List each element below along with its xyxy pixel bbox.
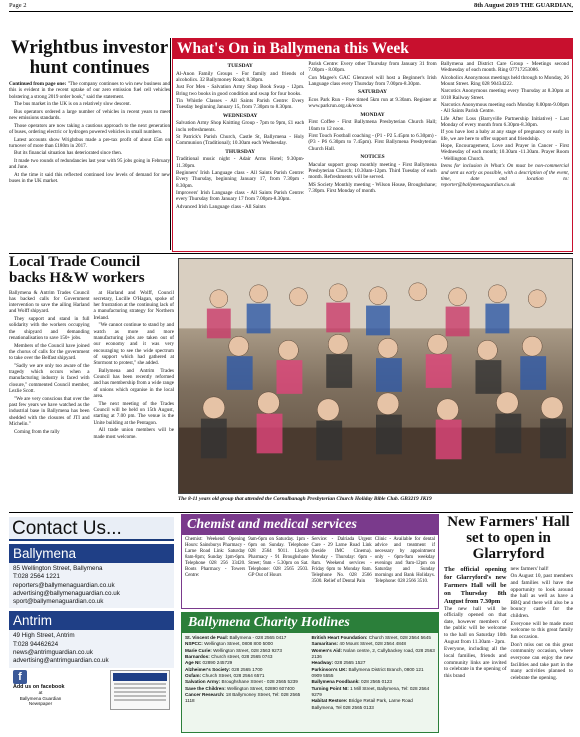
contact-title: Contact Us... (9, 517, 174, 541)
antrim-phone: T:028 94462624 (13, 640, 59, 648)
wrightbus-lead: Continued from page one: (9, 80, 67, 87)
trade-council-paragraph: Ballymena & Antrim Trades Council has backed calls for Government intervention to save the ailing Harland and Wolff shipyard. (9, 289, 90, 315)
charity-name: Salvation Army: (185, 679, 221, 685)
whats-on-columns (173, 59, 572, 251)
farmers-hall-paragraph: Everyone, including all the local families, friends and community links are invited to celebrate in the opening of this brand (444, 646, 507, 679)
trade-council-paragraph: Ballymena and Antrim Trades Council has been recently reformed and has membership from a wide range of unions which organise in the local area. (93, 367, 174, 400)
charity-details: Wellington Street, 0808 800 5000 (204, 641, 273, 647)
trade-council-paragraph: The next meeting of the Trades Council will be held on 15th August, starting at 7.00 pm. The venue is the Unite building at the Pentagon. (93, 400, 174, 426)
ballymena-email-sport[interactable]: sport@ballymenaguardian.co.uk (13, 598, 104, 606)
antrim-email-advertising[interactable]: advertising@antrimguardian.co.uk (13, 657, 109, 665)
facebook-page-name: Ballymena Guardian Newspaper (19, 695, 62, 707)
whats-on-listing: Beginners' Irish Language class - All Saints Parish Centre: Every Thursday, beginning January 17, from 7.30pm - 8.30pm. (176, 169, 305, 189)
trade-council-headline: Local Trade Council backs H&W workers (9, 255, 145, 286)
wrightbus-paragraph: At the time it said this reflected continued low levels of demand for new buses in the UK market. (9, 172, 170, 185)
chemist-title: Chemist and medical services (182, 515, 438, 535)
antrim-email-news[interactable]: news@antrimguardian.co.uk (13, 649, 93, 657)
farmers-hall-paragraph: On August 10, past members and families will have the opportunity to look around the hall as well as have a BBQ and there will also be a bouncy castle for the children. (510, 573, 573, 620)
whats-on-day-heading: TUESDAY (227, 63, 253, 69)
page-header (9, 2, 573, 11)
charity-col-2 (312, 635, 436, 730)
chemist-column: Clinic - Available for dental advice and treatment if necessary by appointment only - 6pm-9am weekday evenings and 9am-12pm on Saturday and Sunday mornings and Bank Holidays. Telephone: 028 2566 3510. (374, 537, 435, 585)
chemist-column: 9am-6pm on Saturday. 1pm - 6pm on Sunday. Telephone 028 2564 9011. Lloyds Pharmacy - 91 Broughshane Street; 9am - 5.30pm on Sat. Telephone: 028 2565 2503. GP Out of Hours (248, 537, 309, 579)
charity-details: 028 2565 1700 (231, 666, 263, 672)
whats-on-listing: If you have lost a baby at any stage of pregnancy or early in life, we are here to offer support and friendship. (440, 129, 569, 142)
ballymena-email-reporters[interactable]: reporters@ballymenaguardian.co.uk (13, 581, 115, 589)
trade-council-paragraph: All trade union members will be made most welcome. (93, 427, 174, 440)
whats-on-day-heading: WEDNESDAY (222, 112, 258, 119)
charity-details: Bridge Retail Park, Larne Road Ballymena, Tel 028 2565 0133 (311, 698, 413, 710)
antrim-office (9, 611, 174, 667)
charity-panel (181, 612, 439, 733)
charity-name: Turning Point NI: (311, 685, 349, 691)
charity-details: Nolan centre, 2, Cullybackey road, 028 2563 2136 (311, 647, 435, 659)
trade-council-col-2 (94, 290, 175, 442)
wrightbus-paragraph-text: "The company continues to win new business and this is evident in the recent uptake of our zero emission fuel cell vehicles bolstering a strong 2019 order book," said the statement. (9, 80, 170, 100)
trade-council-paragraph: "Sadly we are only too aware of the tragedy which occurs when a manufacturing industry is faced with closure," commented Council member, Lezlie Scott. (9, 362, 90, 395)
charity-name: Age NI: (185, 660, 202, 666)
charity-name: Oxfam: (185, 672, 201, 678)
newspaper-thumbnail-icon (110, 670, 170, 710)
farmers-hall-headline: New Farmers' Hall set to open in Glarryford (447, 514, 570, 563)
whats-on-col-2 (308, 61, 436, 249)
wrightbus-paragraph: Bus operators ordered a large number of vehicles in recent years to meet new emissions standards. (9, 108, 170, 122)
chemist-column: Service: - Dalriada Urgent Care - 29 Larne Road Link (beside IMC Cinema). Monday - Thursday: 6pm - 8am. Weekend services - Friday 6pm to Monday 8am. Telephone No. 028 2566 3500. Relief of Dental Pain (311, 537, 372, 585)
charity-details: 1 Mill Street, Ballymena, Tel: 028 2564 9279 (311, 685, 430, 697)
charity-name: Cancer Research: (185, 691, 225, 697)
farmers-hall-paragraph: new farmers' hall! (510, 565, 549, 572)
charity-listing (312, 698, 436, 711)
whats-on-listing: Alcoholics Anonymous meetings held through to Monday, 26 Mount Street. Ring 028 90434222. (440, 74, 569, 88)
wrightbus-paragraph: The bus market in the UK is on a relatively slow descent. (14, 101, 131, 108)
whats-on-listing: Ballymena and District Care Group - Meetings second Wednesday of each month. Ring 07717253086. (440, 61, 569, 74)
farmers-hall-paragraph: The new hall will be officially opened on that date, however members of the public will be welcome to the hall on Saturday 10th August from 11.30am - 2pm. (444, 605, 507, 645)
charity-details: 028 2565 1527 (334, 660, 366, 666)
ballymena-address: 85 Wellington Street, Ballymena (13, 565, 103, 572)
trade-council-paragraph: "We cannot continue to stand by and watch as more and more manufacturing jobs are taken out of our economy and it was very encouraging to see the wide spectrum of support which had gathered at Stormont to protest," she added. (93, 322, 174, 367)
farmers-hall-col-2 (511, 566, 574, 683)
whats-on-col-3 (441, 61, 569, 249)
whats-on-panel (172, 38, 573, 252)
charity-details: Ballymena - 028 2565 0417 (229, 635, 287, 640)
whats-on-listing: Life After Loss (Barryville Partnership Initiative) - Last Monday of every month from 6.30pm-8.30pm. (440, 115, 569, 129)
charity-listing (185, 692, 309, 705)
whats-on-day-heading: THURSDAY (225, 148, 256, 155)
wrightbus-body (9, 81, 170, 185)
wrightbus-paragraph: But its financial situation has deteriorated since then. (14, 150, 123, 157)
whats-on-listing: Improvers' Irish Language class - All Saints Parish Centre: every Thursday from January 17 from 7.00pm-8.30pm. (176, 189, 305, 203)
charity-listing (312, 667, 436, 680)
chemist-columns (182, 535, 438, 587)
whats-on-listing: Con Magee's GAC Glenravel will host a Beginner's Irish Language class every Thursday from 7.00pm-8.30pm. (308, 74, 437, 88)
whats-on-notice (441, 163, 569, 188)
wrightbus-paragraph: Those operators are now taking a cautious approach to the next generation of buses, ordering electric or hydrogen powered vehicles in small numbers. (9, 122, 170, 135)
charity-details: 028 2565 0123 (361, 679, 392, 685)
trade-council-paragraph: "We are very conscious that over the past few years we have watched as the industrial base in Ballymena has been shedded with the closures of JTI and Michelin." (9, 395, 90, 427)
section-divider (9, 253, 573, 254)
page-number: Page 2 (9, 2, 27, 9)
contact-panel (9, 517, 174, 730)
farmers-hall-body (444, 566, 573, 683)
charity-name: Samaritans: (311, 641, 339, 647)
whats-on-listing: Parish Centre: Every other Thursday from January 31 from 7.00pm - 8.00pm. (308, 61, 437, 74)
whats-on-listing: Narcotics Anonymous meeting every Thursday at 8.30pm at 1018 Railway Street. (440, 88, 569, 101)
whats-on-day-heading: SATURDAY (357, 89, 388, 96)
whats-on-listing: Ecos Park Run - Free timed 5km run at 9.30am. Register at www.parkrun.org.uk/ecos (308, 96, 437, 110)
whats-on-listing: St Patrick's Parish Church, Castle St, Ballymena - Holy Communion (Traditional); 10.30am each Wednesday. (176, 133, 305, 147)
charity-name: St. Vincent de Paul: (185, 635, 229, 640)
wrightbus-paragraph: It made two rounds of redundancies last year with 95 jobs going in February and June. (9, 158, 170, 171)
wrightbus-paragraph: Latest accounts show Wrightbus made a pre-tax profit of about £5m on turnover of more than £180m in 2017. (9, 136, 170, 149)
whats-on-listing: Salvation Army Shop Knitting Group - 7pm to 9pm, £1 each inclu refreshments. (176, 120, 305, 133)
charity-name: Ballymena Foodbank: (311, 679, 360, 685)
ballymena-office-name: Ballymena (9, 544, 174, 563)
farmers-hall-col-1 (444, 566, 507, 683)
issue-date-masthead: 8th August 2019 THE GUARDIAN, (473, 2, 573, 9)
charity-name: British Heart Foundation: (311, 635, 368, 640)
trade-council-paragraph: They support and stand in full solidarity with the workers occupying the shipyard and demanding renationalisation to save 150+ jobs. (9, 316, 90, 341)
whats-on-notice-text: Items for inclusion in What's On must be non-commercial and sent as early as possible, with a description of the event, time, date and location to: reporter@ballymenaguardian.co.uk (440, 163, 569, 189)
group-photo-image (179, 259, 572, 493)
whats-on-listing: Al-Anon Family Groups - For family and friends of alcoholics. 32 Ballymoney Road; 8.30pm. (176, 70, 305, 83)
charity-details: Broughshane Street - 028 2565 5239 (221, 679, 298, 685)
charity-details: Church street, 028 2565 0743 (211, 653, 273, 659)
farmers-hall-paragraph: Don't miss out on this great community occasion, where everyone can enjoy the new facilities and take part in the many activities planned to celebrate the opening. (510, 641, 573, 681)
bible-club-group-photo (178, 258, 573, 494)
charity-col-1 (185, 635, 309, 730)
charity-details: Church Street, 028 2564 5645 (368, 635, 431, 640)
charity-name: Headway: (311, 660, 334, 666)
column-divider (170, 38, 171, 250)
charity-details: 40 Mount Street, 028 2564 4848 (339, 641, 406, 647)
trade-council-paragraph: Members of the Council have joined the chorus of calls for the government to take over the Belfast shipyard. (9, 342, 90, 362)
charity-details: 18 Ballymoney Street, Tel: 028 2565 1118 (185, 691, 301, 704)
antrim-office-name: Antrim (9, 611, 174, 630)
trade-council-paragraph: Coming from the rally (14, 428, 60, 435)
charity-details: Ballymena District Branch, 0800 121 0909 5555 (311, 666, 424, 678)
whats-on-title: What's On in Ballymena this Week (173, 39, 572, 59)
whats-on-listing: MS Society Monthly meeting - Wilson House, Broughshane; 7.30pm. First Monday of month. (308, 181, 437, 194)
ballymena-email-advertising[interactable]: advertising@ballymenaguardian.co.uk (13, 589, 120, 597)
farmers-hall-lead: The official opening for Glarryford's new Farmers Hall will be on Thursday 8th August from 7.30pm (444, 565, 507, 605)
charity-name: Barnardos: (185, 653, 210, 659)
trade-council-col-1 (9, 290, 90, 442)
charity-columns (182, 633, 438, 732)
section-divider (9, 512, 573, 513)
charity-name: Save the Children: (185, 685, 226, 691)
antrim-address: 49 High Street, Antrim (13, 632, 75, 640)
whats-on-listing: Macular support group monthly meeting - First Ballymena Presbyterian Church; 10.30am-12pm. Third Tuesday of each month. Refreshments will be served. (308, 161, 437, 181)
charity-name: Women's Aid: (311, 647, 342, 653)
facebook-text: Add us on facebook (13, 683, 65, 690)
whats-on-listing: Tin Whistle Classes - All Saints Parish Centre: Every Tuesday beginning January 15, from 7.30pm to 8.30pm. (176, 97, 305, 111)
charity-details: Wellington Street, 028 2563 9273 (213, 647, 282, 653)
charity-title: Ballymena Charity Hotlines (182, 613, 438, 633)
facebook-promo[interactable] (9, 668, 174, 712)
trade-council-body (9, 290, 174, 442)
whats-on-listing: Just For Men - Salvation Army Shop Book Swap - 12pm. Bring two books in good condition and swap for four books. (176, 84, 305, 97)
wrightbus-article (9, 38, 170, 250)
whats-on-listing: Traditional music night - Adair Arms Hotel; 9.30pm-11.30pm. (176, 156, 305, 169)
whats-on-listing: First Touch Football coaching - (P1 - P2 5.45pm to 6.30pm) - (P3 - P6 6.30pm to 7.45pm). First Ballymena Presbyterian Church Hall. (308, 132, 437, 152)
charity-name: NSPCC: (185, 641, 203, 647)
whats-on-listing: Narcotics Anonymous meeting each Monday 8.00pm-9.00pm - All Saints Parish Centre. (440, 102, 569, 115)
charity-details: 02890 245729 (202, 660, 233, 666)
charity-listing (312, 686, 436, 699)
trade-council-paragraph: at Harland and Wolff, Council secretary, Lucille O'Hagan, spoke of her frustration at the continuing lack of a manufacturing strategy for Northern Ireland. (93, 289, 174, 321)
whats-on-listing: First Coffee - First Ballymena Presbyterian Church Hall; 10am to 12 noon. (308, 119, 437, 132)
facebook-at: at (38, 690, 43, 696)
ballymena-phone: T:028 2564 1221 (13, 573, 60, 581)
charity-listing (312, 648, 436, 661)
wrightbus-paragraph (9, 81, 170, 100)
whats-on-col-1 (176, 61, 304, 249)
charity-name: Alzheimer's Society: (185, 666, 231, 672)
chemist-column: Chemist: Weekend Opening Hours: Sainsburys Pharmacy - Larne Road Link: Saturday 8am-8pm; Sunday 1pm-6pm. Telephone 028 256 33420. Boots Pharmacy - Towers Centre: (185, 537, 246, 579)
trade-council-article (9, 255, 174, 511)
facebook-icon[interactable]: f (13, 670, 27, 684)
charity-details: Wellington Street, 02890 607400 (227, 685, 295, 691)
header-rule (9, 11, 573, 12)
whats-on-day-heading: MONDAY (360, 111, 385, 118)
farmers-hall-article (444, 514, 573, 733)
charity-name: Marie Curie: (185, 647, 212, 653)
whats-on-day-heading: NOTICES (360, 153, 385, 160)
wrightbus-headline: Wrightbus investor hunt continues (10, 38, 169, 78)
farmers-hall-paragraph: Everyone will be made most welcome to this great family fun occasion. (510, 620, 573, 641)
charity-details: Church Street, 028 2564 6571 (202, 672, 265, 678)
charity-name: Habitat Restore: (311, 698, 348, 704)
ballymena-office (9, 544, 174, 608)
charity-name: Parkinson's UK: (311, 666, 348, 672)
whats-on-listing: Hope, Encouragement, Love and Prayer in Cancer - First Wednesday of each month; 10.30am -11.30am. Prayer Room - Wellington Church. (440, 143, 569, 162)
whats-on-listing: Advanced Irish Language class - All Saints (176, 203, 266, 210)
photo-caption: The 8-11 years old group that attended the Cornalbanagh Presbyterian Church Holiday Bible Club. GB3219 JK19 (178, 496, 432, 502)
chemist-panel (181, 514, 439, 609)
